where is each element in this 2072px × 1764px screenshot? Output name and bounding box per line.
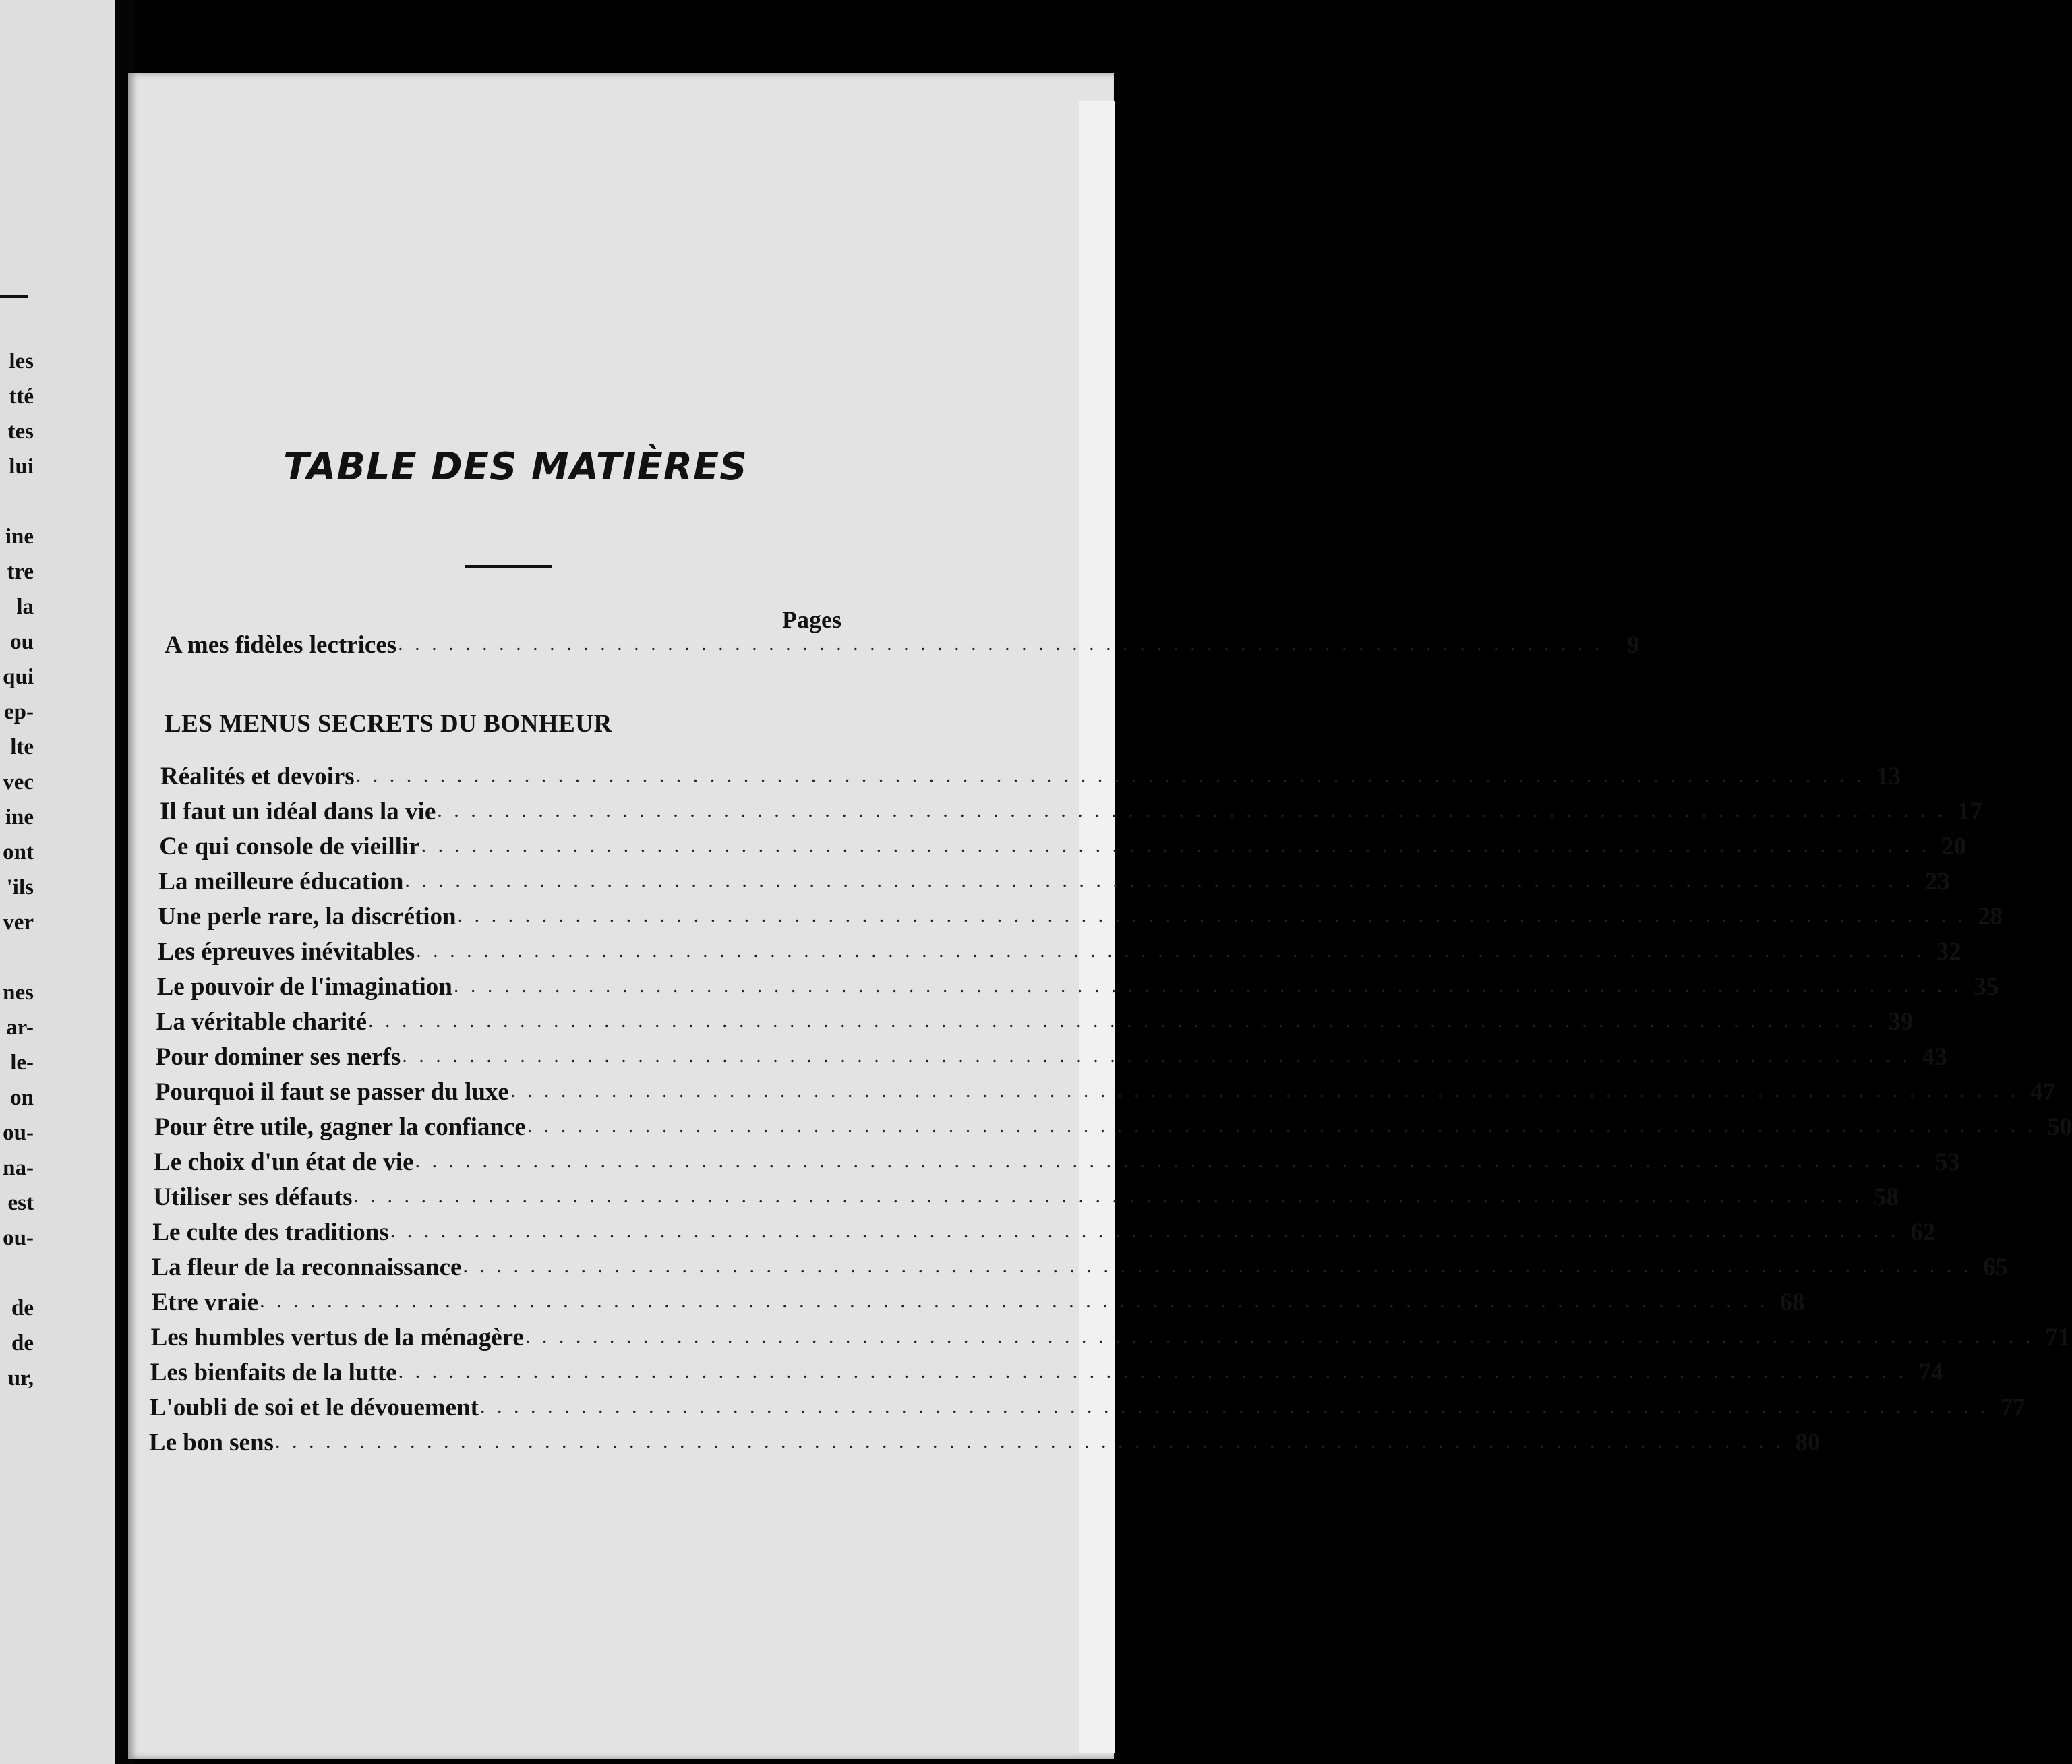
leader-dots: . . . . . . . . . . . . . . . . . . . . . . . . . . . . . . . . . . . . . . . . . . . . . . . . . . . . . . . . . . . . . . . . . . . . . . . . . . . . . . . . . . . . . . . . . . [453,974,1963,997]
toc-entry [154,1113,2072,1142]
leader-dots: . . . . . . . . . . . . . . . . . . . . . . . . . . . . . . . . . . . . . . . . . . . . . . . . . . . . . . . . . . . . . . . . . . . . . . . . . . . . . . . . . . . . . . . . . . [415,1150,1924,1172]
toc-entry [148,1428,1821,1457]
toc-entry-title: A mes fidèles lectrices [165,631,397,659]
toc-entry-page: 71 [2045,1324,2071,1351]
toc-entry-page: 47 [2030,1078,2056,1106]
left-page-fragment: nes [3,980,34,1005]
leader-dots: . . . . . . . . . . . . . . . . . . . . . . . . . . . . . . . . . . . . . . . . . . . . . . . . . . . . . . . . . . . . . . . . . . . . . . . . . . . . . . . . . . . . . . . . . . [368,1009,1877,1032]
toc-entry-title: Les humbles vertus de la ménagère [150,1324,524,1351]
toc-entry [149,1393,2025,1422]
toc-entry-page: 62 [1910,1218,1936,1246]
toc-entry [156,1007,1914,1036]
toc-entry [158,902,2003,931]
toc-entry [153,1183,1899,1212]
toc-entry-page: 43 [1922,1043,1947,1071]
toc-entry-title: Utiliser ses défauts [153,1183,353,1211]
left-page-fragment: ont [3,840,34,864]
left-page-fragment: est [7,1191,34,1215]
toc-entry [154,1078,2056,1107]
page-edge [1079,101,1115,1753]
left-page-fragment: tes [7,419,34,444]
left-page-fragment: le- [10,1051,34,1075]
toc-entry-page: 20 [1941,833,1967,860]
left-page-fragment: ou- [3,1226,34,1250]
toc-entry-page: 9 [1627,631,1640,659]
left-page-fragment: les [9,349,34,374]
toc-entry-title: L'oubli de soi et le dévouement [149,1394,479,1421]
leader-dots: . . . . . . . . . . . . . . . . . . . . . . . . . . . . . . . . . . . . . . . . . . . . . . . . . . . . . . . . . . . . . . . . . . . . . . . . . . . . . . . . . . . . . . . . . . [527,1115,2036,1137]
pages-column-label: Pages [782,606,841,633]
section-heading: LES MENUS SECRETS DU BONHEUR [165,710,612,738]
left-page-fragment: ep- [4,700,34,724]
leader-dots: . . . . . . . . . . . . . . . . . . . . . . . . . . . . . . . . . . . . . . . . . . . . . . . . . . . . . . . . . . . . . . . . . . . . . . . . . . . . . . . . . . . . . . . . . . [260,1290,1769,1312]
toc-entry-page: 17 [1957,798,1982,825]
toc-entry [151,1288,1805,1317]
toc-entry-page: 13 [1876,763,1901,790]
left-page-fragment: de [11,1331,34,1355]
left-facing-page [0,0,115,1764]
toc-entry-page: 77 [2000,1394,2025,1421]
toc-entry-page: 74 [1918,1359,1944,1386]
leader-dots: . . . . . . . . . . . . . . . . . . . . . . . . . . . . . . . . . . . . . . . . . . . . . . . . . . . . . . . . . . . . . . . . . . . . . . . . . . . . . . . . . . . . . . . . . . [416,939,1925,962]
left-page-fragment: 'ils [6,875,34,900]
toc-entry-title: Pour être utile, gagner la confiance [154,1113,526,1141]
leader-dots: . . . . . . . . . . . . . . . . . . . . . . . . . . . . . . . . . . . . . . . . . . . . . . . . . . . . . . . . . . . . . . . . . . . . . . . . . . . . . . . . . . . . . . . . . . [390,1220,1899,1242]
toc-entry-title: Les bienfaits de la lutte [150,1359,397,1386]
left-page-fragment: lte [10,735,34,759]
left-page-fragment: on [10,1086,34,1110]
left-page-fragment: tre [7,560,34,584]
toc-entry-page: 39 [1888,1008,1914,1036]
toc-entry [154,1148,1961,1177]
toc-entry-title: Le culte des traditions [152,1218,389,1246]
left-page-fragment [0,484,34,519]
toc-entry-page: 32 [1936,938,1961,966]
toc-entry-title: Le bon sens [148,1429,274,1457]
left-page-fragment: ar- [6,1016,34,1040]
toc-entry-title: Etre vraie [151,1289,259,1316]
left-page-fragment: lui [9,454,34,479]
left-page-fragment: ur, [7,1366,34,1390]
left-page-fragment: de [11,1296,34,1320]
toc-entry-title: Il faut un idéal dans la vie [160,798,436,825]
left-page-fragment: na- [3,1156,34,1180]
left-page-fragment: la [16,595,34,619]
toc-entry [158,867,1950,896]
left-page-rule [0,295,28,298]
leader-dots: . . . . . . . . . . . . . . . . . . . . . . . . . . . . . . . . . . . . . . . . . . . . . . . . . . . . . . . . . . . . . . . . . . . . . . . . . . . . . . . . . . . . . . . . . . [463,1255,1972,1277]
leader-dots: . . . . . . . . . . . . . . . . . . . . . . . . . . . . . . . . . . . . . . . . . . . . . . . . . . . . . . . . . . . . . . . . . . . . . . . . . . . . . . . . . . . . . . . . . . [437,799,1946,821]
page-title: TABLE DES MATIÈRES [283,445,748,489]
toc-entry-title: Une perle rare, la discrétion [158,903,456,931]
toc-entry-title: Pourquoi il faut se passer du luxe [154,1078,509,1106]
toc-entry-title: La fleur de la reconnaissance [152,1254,462,1281]
title-rule [465,565,552,568]
left-page-fragment: ver [3,910,34,935]
leader-dots: . . . . . . . . . . . . . . . . . . . . . . . . . . . . . . . . . . . . . . . . . . . . . . . . . . . . . . . . . . . . . . . . . . . . . . . . . . . . . . . . . . . . . . . . . . [421,834,1930,856]
toc-entry-title: La véritable charité [156,1008,367,1036]
left-page-fragment: qui [3,665,34,689]
leader-dots: . . . . . . . . . . . . . . . . . . . . . . . . . . . . . . . . . . . . . . . . . . . . . . . . . . . . . . . . . . . . . . . . . . . . . . . . . . . . . . . . . . . . . . . . . . [274,1430,1784,1452]
toc-entry [157,937,1961,966]
left-page-fragment: tté [9,384,34,409]
left-page-fragment [0,1256,34,1291]
toc-entry-page: 35 [1974,973,1999,1001]
leader-dots: . . . . . . . . . . . . . . . . . . . . . . . . . . . . . . . . . . . . . . . . . . . . . . . . . . . . . . . . . . . . . . . . . . . . . . . . . . . . . . . . . . . . . . . . . . [355,764,1865,786]
toc-entry-title: Le choix d'un état de vie [154,1148,414,1176]
left-page-fragment: vec [3,770,34,794]
left-page-fragment: ou- [3,1121,34,1145]
toc-entry-title: Les épreuves inévitables [157,938,415,966]
toc-entry [150,1358,1944,1387]
leader-dots: . . . . . . . . . . . . . . . . . . . . . . . . . . . . . . . . . . . . . . . . . . . . . . . . . . . . . . . . . . . . . . . . . . . . . . . . [398,633,1603,655]
left-page-text-fragments [0,344,34,1396]
leader-dots: . . . . . . . . . . . . . . . . . . . . . . . . . . . . . . . . . . . . . . . . . . . . . . . . . . . . . . . . . . . . . . . . . . . . . . . . . . . . . . . . . . . . . . . . . . [510,1080,2019,1102]
toc-entry [152,1218,1936,1247]
toc-entry-page: 80 [1795,1429,1821,1457]
leader-dots: . . . . . . . . . . . . . . . . . . . . . . . . . . . . . . . . . . . . . . . . . . . . . . . . . . . . . . . . . . . . . . . . . . . . . . . . . . . . . . . . . . . . . . . . . . [353,1185,1862,1207]
toc-entry-page: 68 [1779,1289,1805,1316]
toc-entry-page: 23 [1924,868,1950,895]
leader-dots: . . . . . . . . . . . . . . . . . . . . . . . . . . . . . . . . . . . . . . . . . . . . . . . . . . . . . . . . . . . . . . . . . . . . . . . . . . . . . . . . . . . . . . . . . . [402,1045,1911,1067]
toc-entry-title: Réalités et devoirs [160,763,355,790]
toc-entry-page: 58 [1873,1183,1899,1211]
leader-dots: . . . . . . . . . . . . . . . . . . . . . . . . . . . . . . . . . . . . . . . . . . . . . . . . . . . . . . . . . . . . . . . . . . . . . . . . . . . . . . . . . . . . . . . . . . [480,1395,1989,1417]
toc-entry-page: 50 [2047,1113,2072,1141]
leader-dots: . . . . . . . . . . . . . . . . . . . . . . . . . . . . . . . . . . . . . . . . . . . . . . . . . . . . . . . . . . . . . . . . . . . . . . . . . . . . . . . . . . . . . . . . . . [405,869,1914,891]
toc-entry [159,832,1967,861]
toc-entry-title: Pour dominer ses nerfs [155,1043,401,1071]
toc-entry-title: Le pouvoir de l'imagination [156,973,452,1001]
leader-dots: . . . . . . . . . . . . . . . . . . . . . . . . . . . . . . . . . . . . . . . . . . . . . . . . . . . . . . . . . . . . . . . . . . . . . . . . . . . . . . . . . . . . . . . . . . [457,904,1967,927]
toc-entry-page: 53 [1935,1148,1961,1176]
toc-entry-page: 28 [1978,903,2003,931]
toc-entry [160,797,1982,826]
toc-entry [155,1042,1947,1071]
toc-entry [150,1323,2071,1352]
toc-entry [160,762,1901,791]
left-page-fragment: ou [10,630,34,654]
toc-entry [152,1253,2008,1282]
leader-dots: . . . . . . . . . . . . . . . . . . . . . . . . . . . . . . . . . . . . . . . . . . . . . . . . . . . . . . . . . . . . . . . . . . . . . . . . . . . . . . . . . . . . . . . . . . [398,1360,1907,1382]
left-page-fragment: ine [5,525,34,549]
toc-entry-intro [165,630,1640,659]
toc-entry-title: La meilleure éducation [158,868,404,895]
left-page-fragment [0,940,34,975]
leader-dots: . . . . . . . . . . . . . . . . . . . . . . . . . . . . . . . . . . . . . . . . . . . . . . . . . . . . . . . . . . . . . . . . . . . . . . . . . . . . . . . . . . . . . . . . . . [525,1325,2034,1347]
toc-entry [156,972,1999,1001]
left-page-fragment: ine [5,805,34,829]
toc-entry-page: 65 [1982,1254,2008,1281]
toc-entry-title: Ce qui console de vieillir [159,833,420,860]
